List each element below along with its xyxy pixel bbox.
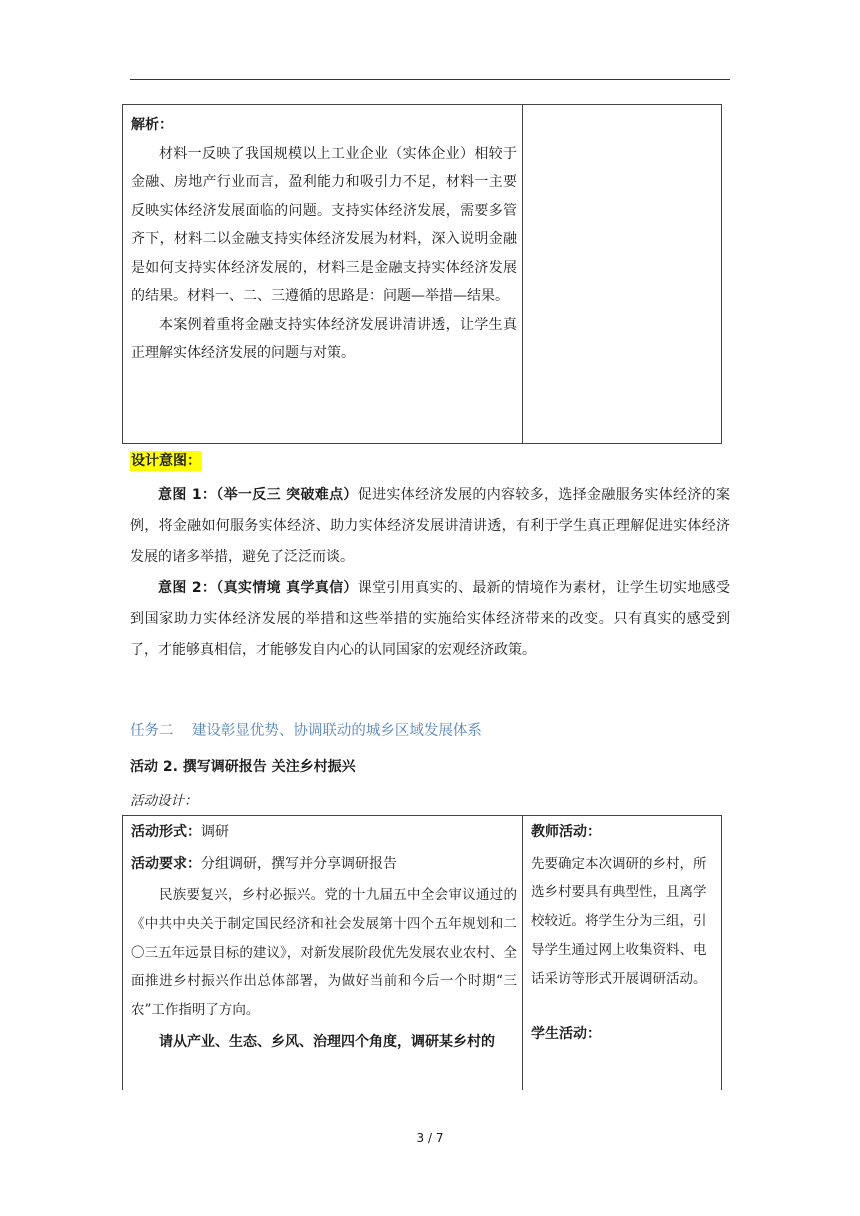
activity-right-cell xyxy=(531,818,717,1042)
form-value: 调研 xyxy=(201,824,229,840)
teacher-label: 教师活动： xyxy=(531,824,601,840)
design-intent-label: 设计意图： xyxy=(131,453,201,469)
table-column-divider xyxy=(522,816,523,1090)
activity-requirement xyxy=(131,850,517,879)
page-number: 3 / 7 xyxy=(416,1131,444,1145)
header-rule xyxy=(130,79,730,80)
task-heading: 任务二 建设彰显优势、协调联动的城乡区域发展体系 xyxy=(130,723,482,739)
intent-1-head: 意图 1：（举一反三 突破难点） xyxy=(158,487,358,503)
activity-heading: 活动 2. 撰写调研报告 关注乡村振兴 xyxy=(130,759,356,775)
intent-1-text: 促进实体经济发展的内容较多，选择金融服务实体经济的案例，将金融如何服务实体经济、助力实体经济发展讲清讲透，有利于学生真正理解促进实体经济发展的诸多举措，避免了泛泛而谈。 xyxy=(130,487,730,565)
intent-2-text: 课堂引用真实的、最新的情境作为素材，让学生切实地感受到国家助力实体经济发展的举措和这些举措的实施给实体经济带来的改变。只有真实的感受到了，才能够真相信，才能够发自内心的认同国家的宏观经济政策。 xyxy=(130,580,730,658)
table-column-divider xyxy=(522,105,523,443)
activity-form xyxy=(131,818,517,847)
activity-question: 请从产业、生态、乡风、治理四个角度，调研某乡村的 xyxy=(159,1033,495,1050)
analysis-title: 解析： xyxy=(131,117,173,133)
student-label: 学生活动： xyxy=(531,1026,601,1042)
intent-2-head: 意图 2：（真实情境 真学真信） xyxy=(158,580,358,596)
form-label: 活动形式： xyxy=(131,824,201,840)
analysis-table xyxy=(122,104,722,444)
activity-left-cell xyxy=(131,818,517,1056)
requirement-value: 分组调研，撰写并分享调研报告 xyxy=(201,855,397,872)
design-intent xyxy=(130,446,730,666)
activity-body: 民族要复兴，乡村必振兴。党的十九届五中全会审议通过的《中共中央关于制定国民经济和社会发展第十四个五年规划和二〇三五年远景目标的建议》，对新发展阶段优先发展农业农村、全面推进乡村振兴作出总体部署，为做好当前和今后一个时期“三农”工作指明了方向。 xyxy=(131,887,517,1019)
intent-2 xyxy=(130,573,730,666)
activity-table xyxy=(122,815,722,1090)
intent-1 xyxy=(130,480,730,573)
analysis-paragraph-1: 材料一反映了我国规模以上工业企业（实体企业）相较于金融、房地产行业而言，盈利能力和吸引力不足，材料一主要反映实体经济发展面临的问题。支持实体经济发展，需要多管齐下，材料二以金融支持实体经济发展为材料，深入说明金融是如何支持实体经济发展的，材料三是金融支持实体经济发展的结果。材料一、二、三遵循的思路是：问题—举措—结果。 xyxy=(131,145,517,304)
requirement-label: 活动要求： xyxy=(131,855,201,872)
teacher-text: 先要确定本次调研的乡村，所选乡村要具有典型性，且离学校较近。将学生分为三组，引导学生通过网上收集资料、电话采访等形式开展调研活动。 xyxy=(531,855,707,987)
activity-design-label: 活动设计： xyxy=(130,793,198,809)
analysis-cell xyxy=(131,111,517,368)
analysis-paragraph-2: 本案例着重将金融支持实体经济发展讲清讲透，让学生真正理解实体经济发展的问题与对策。 xyxy=(131,316,517,361)
